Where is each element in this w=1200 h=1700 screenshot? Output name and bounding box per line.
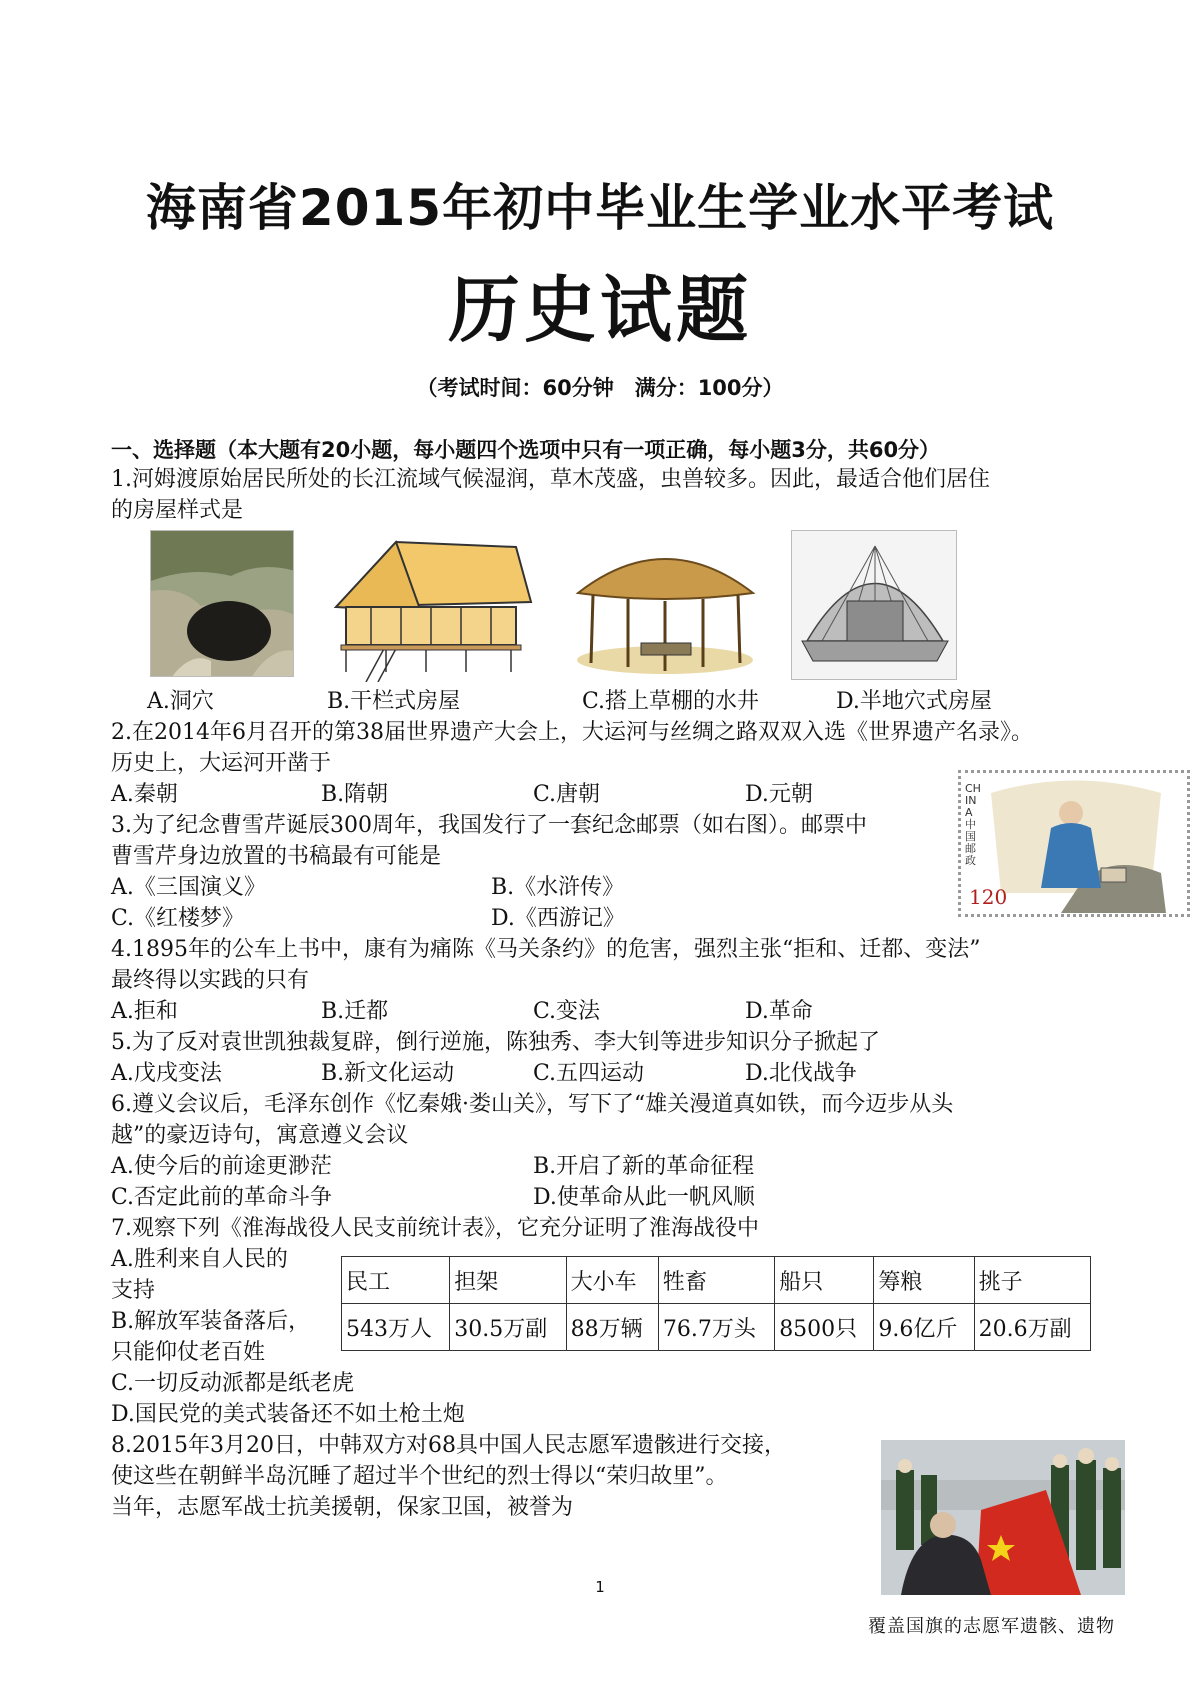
table-header-cell: 大小车 (566, 1257, 658, 1304)
q6-option-a: A.使今后的前途更渺茫 (111, 1154, 332, 1179)
q7-option-d: D.国民党的美式装备还不如土枪土炮 (111, 1402, 465, 1427)
q5-option-b: B.新文化运动 (321, 1061, 455, 1086)
q6-option-d: D.使革命从此一帆风顺 (533, 1185, 755, 1210)
semi-pit-house-image (791, 530, 957, 680)
q4-option-d: D.革命 (745, 999, 813, 1024)
q1-option-d: D.半地穴式房屋 (836, 689, 992, 714)
well-shed-illustration (573, 535, 758, 675)
q2-option-b: B.隋朝 (321, 782, 389, 807)
q5-line1: 5.为了反对袁世凯独裁复辟，倒行逆施，陈独秀、李大钊等进步知识分子掀起了 (111, 1030, 880, 1055)
table-header-cell: 牲畜 (658, 1257, 774, 1304)
q1-option-b: B.干栏式房屋 (327, 689, 461, 714)
exam-title: 海南省2015年初中毕业生学业水平考试 (145, 179, 1055, 237)
table-header-cell: 担架 (450, 1257, 566, 1304)
table-cell: 20.6万副 (974, 1304, 1090, 1351)
q7-option-a-line2: 支持 (111, 1278, 156, 1303)
q5-option-d: D.北伐战争 (745, 1061, 857, 1086)
q6-option-b: B.开启了新的革命征程 (533, 1154, 755, 1179)
q3-option-b: B.《水浒传》 (491, 875, 625, 900)
q1-option-c: C.搭上草棚的水井 (582, 689, 760, 714)
q1-line1: 1.河姆渡原始居民所处的长江流域气候湿润，草木茂盛，虫兽较多。因此，最适合他们居住 (111, 467, 990, 492)
q5-option-c: C.五四运动 (533, 1061, 645, 1086)
q1-option-a: A.洞穴 (147, 689, 214, 714)
q4-option-a: A.拒和 (111, 999, 178, 1024)
table-cell: 88万辆 (566, 1304, 658, 1351)
cave-image (150, 530, 294, 677)
ceremony-photo-illustration (881, 1440, 1125, 1595)
table-cell: 9.6亿斤 (874, 1304, 974, 1351)
q2-line1: 2.在2014年6月召开的第38届世界遗产大会上，大运河与丝绸之路双双入选《世界遗产名录》。 (111, 720, 1033, 745)
subject-title: 历史试题 (447, 268, 752, 352)
q6-line2: 越”的豪迈诗句，寓意遵义会议 (111, 1123, 409, 1148)
q7-option-a-line1: A.胜利来自人民的 (111, 1247, 288, 1272)
q7-option-b-line1: B.解放军装备落后， (111, 1309, 311, 1334)
table-header-cell: 筹粮 (874, 1257, 974, 1304)
page-number: 1 (595, 1578, 605, 1596)
table-header-cell: 挑子 (974, 1257, 1090, 1304)
q6-option-c: C.否定此前的革命斗争 (111, 1185, 333, 1210)
q2-line2: 历史上，大运河开凿于 (111, 751, 332, 776)
q4-option-c: C.变法 (533, 999, 601, 1024)
table-cell: 30.5万副 (450, 1304, 566, 1351)
stilt-house-illustration (326, 532, 536, 682)
q3-line2: 曹雪芹身边放置的书稿最有可能是 (111, 844, 442, 869)
q6-line1: 6.遵义会议后，毛泽东创作《忆秦娥·娄山关》，写下了“雄关漫道真如铁，而今迈步从头 (111, 1092, 954, 1117)
table-cell: 8500只 (775, 1304, 874, 1351)
q7-option-b-line2: 只能仰仗老百姓 (111, 1340, 266, 1365)
q8-line2: 使这些在朝鲜半岛沉睡了超过半个世纪的烈士得以“荣归故里”。 (111, 1464, 728, 1489)
stamp-country: CHINA 中国邮政 (965, 782, 981, 867)
table-cell: 543万人 (342, 1304, 450, 1351)
q4-line2: 最终得以实践的只有 (111, 968, 310, 993)
section-heading: 一、选择题（本大题有20小题，每小题四个选项中只有一项正确，每小题3分，共60分） (111, 438, 941, 462)
stilt-house-image (326, 532, 536, 682)
q2-option-d: D.元朝 (745, 782, 813, 807)
stamp-value: 120 (969, 885, 1008, 909)
table-header-cell: 船只 (775, 1257, 874, 1304)
cave-illustration (151, 531, 294, 677)
q8-line3: 当年，志愿军战士抗美援朝，保家卫国，被誉为 (111, 1495, 574, 1520)
table-row (342, 1304, 1091, 1351)
q2-option-a: A.秦朝 (111, 782, 178, 807)
table-header-row (342, 1257, 1091, 1304)
q1-line2: 的房屋样式是 (111, 498, 244, 523)
photo-caption: 覆盖国旗的志愿军遗骸、遗物 (868, 1616, 1115, 1637)
commemorative-stamp (958, 770, 1190, 917)
q8-line1: 8.2015年3月20日，中韩双方对68具中国人民志愿军遗骸进行交接， (111, 1433, 786, 1458)
q3-option-d: D.《西游记》 (491, 906, 625, 931)
q4-option-b: B.迁都 (321, 999, 389, 1024)
q7-option-c: C.一切反动派都是纸老虎 (111, 1371, 355, 1396)
semi-pit-house-illustration (792, 531, 957, 680)
q5-option-a: A.戊戌变法 (111, 1061, 222, 1086)
q4-line1: 4.1895年的公车上书中，康有为痛陈《马关条约》的危害，强烈主张“拒和、迁都、变法” (111, 937, 981, 962)
table-cell: 76.7万头 (658, 1304, 774, 1351)
q3-option-a: A.《三国演义》 (111, 875, 266, 900)
q7-line1: 7.观察下列《淮海战役人民支前统计表》，它充分证明了淮海战役中 (111, 1216, 759, 1241)
exam-info: （考试时间：60分钟 满分：100分） (416, 376, 784, 400)
support-statistics-table (341, 1256, 1091, 1351)
q3-option-c: C.《红楼梦》 (111, 906, 245, 931)
well-shed-image (573, 535, 758, 675)
q3-line1: 3.为了纪念曹雪芹诞辰300周年，我国发行了一套纪念邮票（如右图）。邮票中 (111, 813, 867, 838)
table-header-cell: 民工 (342, 1257, 450, 1304)
ceremony-photo (881, 1440, 1125, 1595)
q2-option-c: C.唐朝 (533, 782, 601, 807)
